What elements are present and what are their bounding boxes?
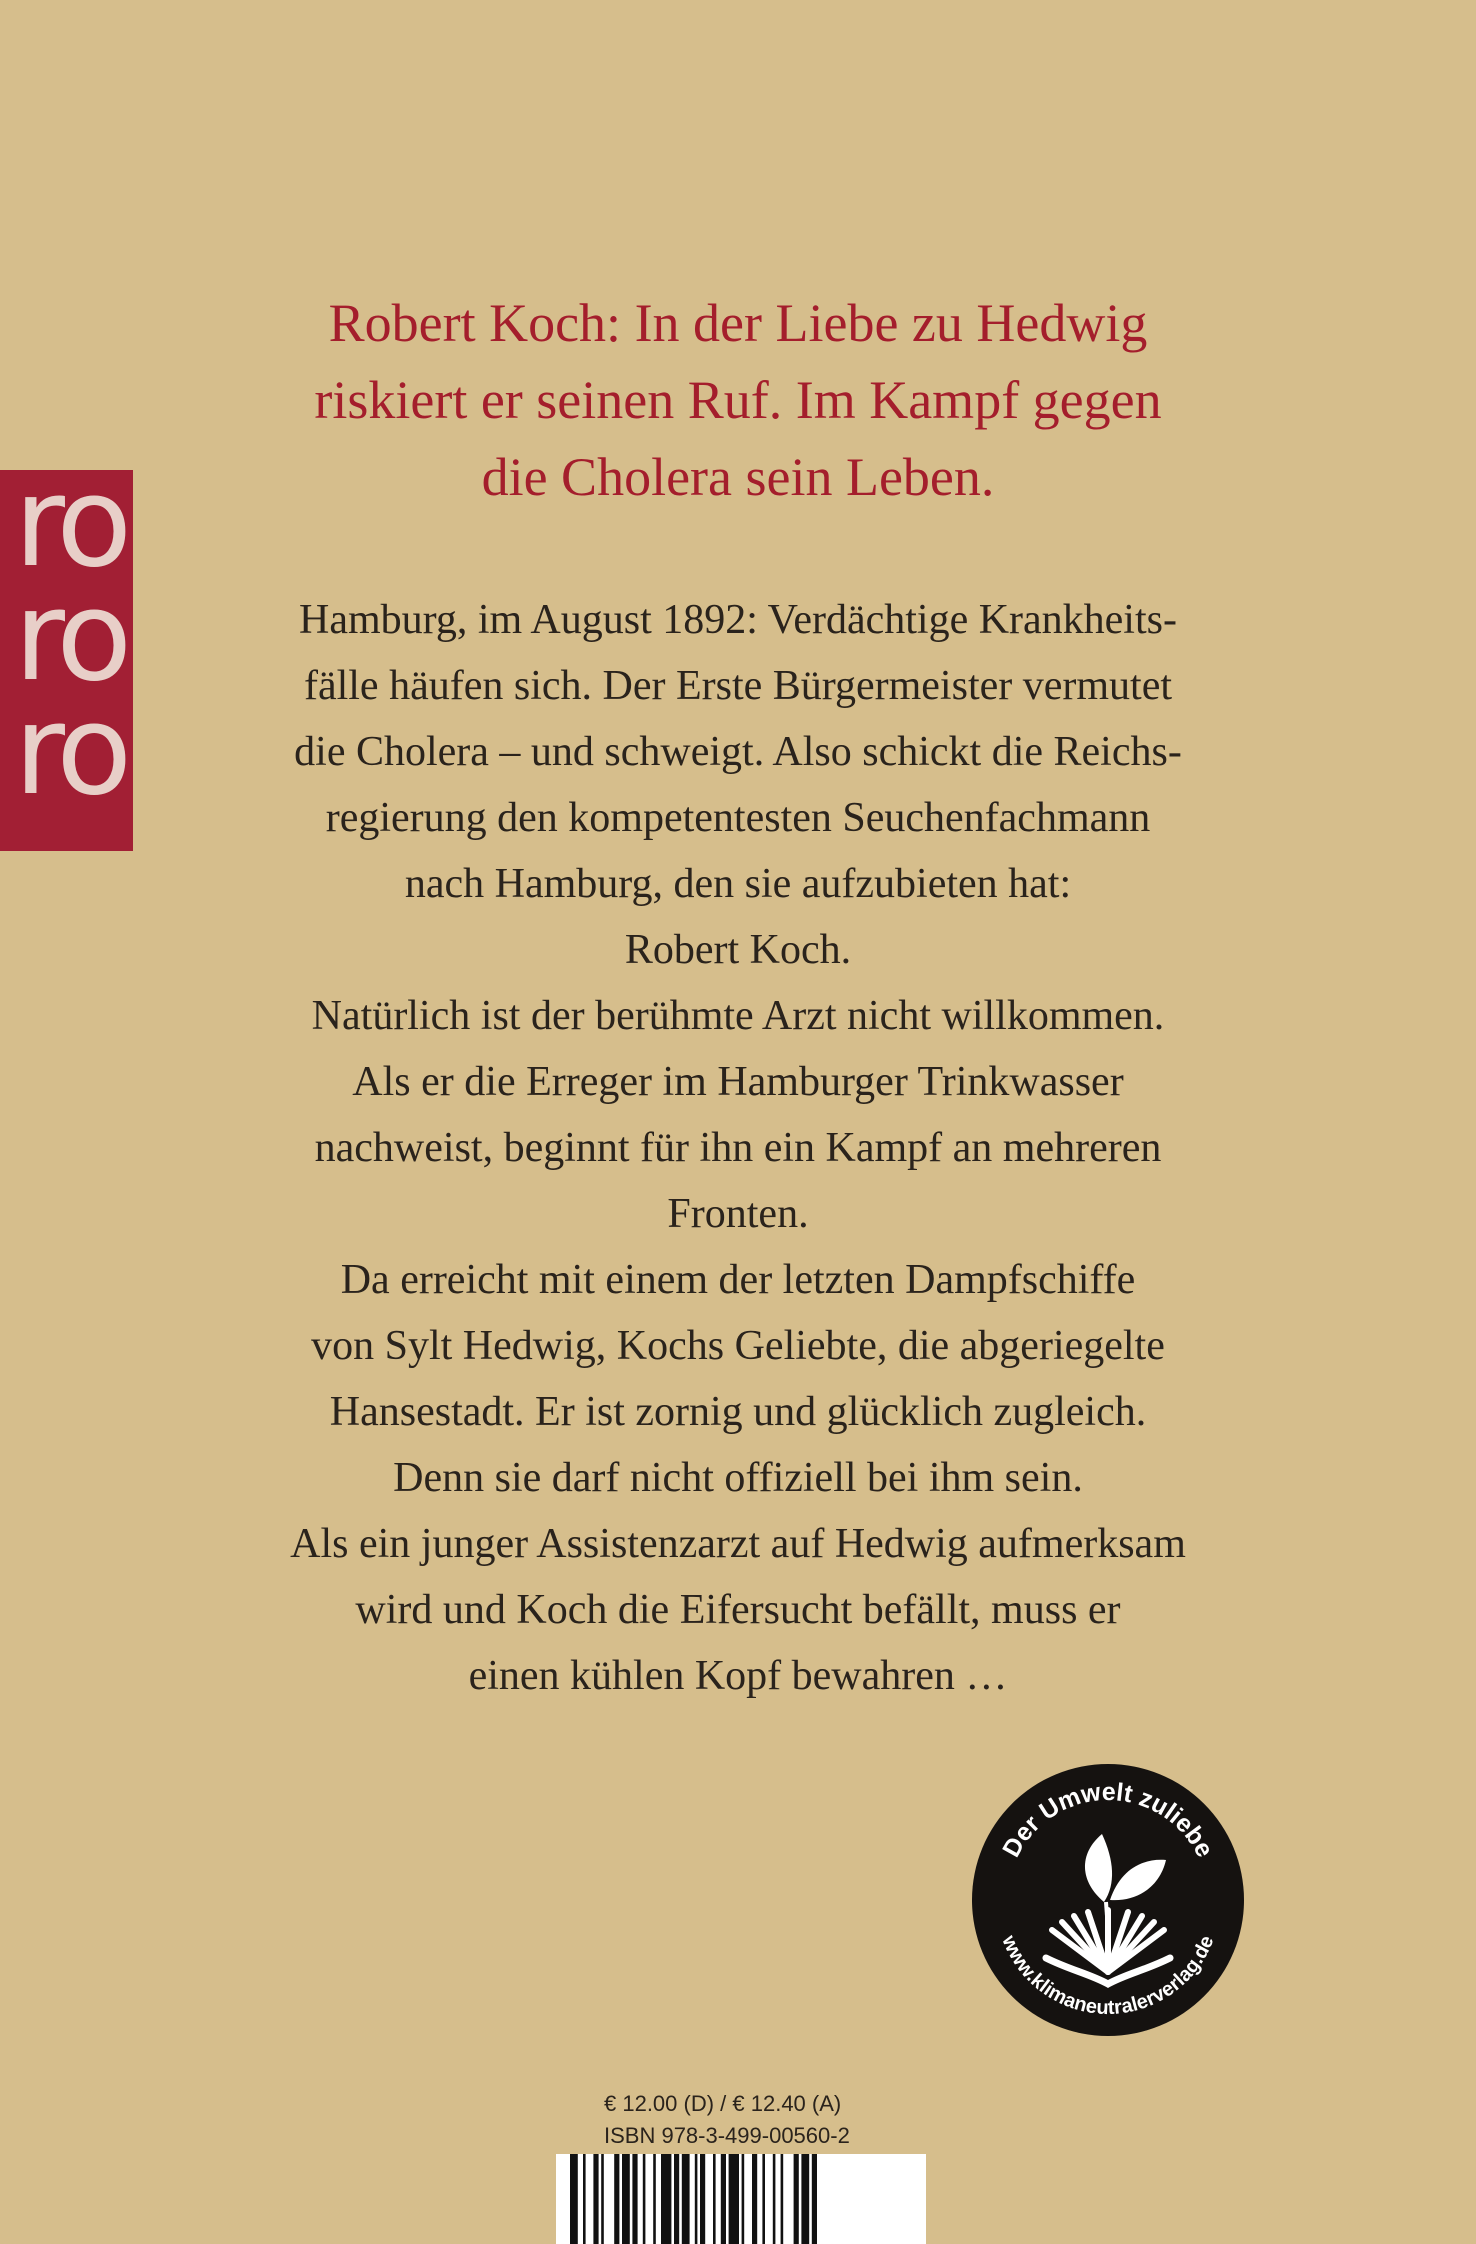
blurb-line: Hansestadt. Er ist zornig und glücklich zugleich. — [329, 1389, 1147, 1435]
badge-top-text: Der Umwelt zuliebe — [997, 1777, 1219, 1862]
barcode-bar — [794, 2154, 799, 2244]
barcode-bar — [570, 2154, 578, 2244]
barcode-bar — [721, 2154, 726, 2244]
barcode-bar — [695, 2154, 698, 2244]
blurb-line: fälle häufen sich. Der Erste Bürgermeister vermutet — [303, 663, 1173, 709]
barcode-bar — [762, 2154, 765, 2244]
barcode-bar — [801, 2154, 809, 2244]
barcode — [556, 2154, 926, 2244]
barcode-bar — [752, 2154, 757, 2244]
price-label: € 12.00 (D) / € 12.40 (A) — [604, 2091, 842, 2116]
barcode-bar — [700, 2154, 705, 2244]
blurb-line: von Sylt Hedwig, Kochs Geliebte, die abgeriegelte — [311, 1323, 1165, 1369]
logo-syllable: ro — [14, 679, 127, 823]
barcode-bar — [674, 2154, 679, 2244]
barcode-bar — [742, 2154, 745, 2244]
blurb-line: Natürlich ist der berühmte Arzt nicht willkommen. — [311, 993, 1165, 1039]
barcode-bar — [713, 2154, 716, 2244]
barcode-bar — [643, 2154, 646, 2244]
isbn-label: ISBN 978-3-499-00560-2 — [604, 2123, 850, 2148]
barcode-bar — [622, 2154, 630, 2244]
tagline-line: riskiert er seinen Ruf. Im Kampf gegen — [314, 370, 1162, 430]
blurb-line: Fronten. — [667, 1191, 809, 1237]
barcode-bar — [653, 2154, 656, 2244]
barcode-bar — [729, 2154, 739, 2244]
rororo-logo — [0, 470, 133, 851]
blurb-line: regierung den kompetentesten Seuchenfachmann — [325, 795, 1151, 841]
barcode-bar — [583, 2154, 586, 2244]
eco-badge — [970, 1762, 1246, 2038]
barcode-bar — [773, 2154, 776, 2244]
logo-syllable: ro — [14, 470, 127, 595]
blurb-text — [200, 587, 1276, 1709]
blurb-line: Robert Koch. — [624, 927, 852, 973]
barcode-bar — [812, 2154, 817, 2244]
blurb-line: Hamburg, im August 1892: Verdächtige Krankheits- — [299, 597, 1177, 643]
blurb-line: Denn sie darf nicht offiziell bei ihm sein. — [393, 1455, 1083, 1501]
barcode-bar — [632, 2154, 637, 2244]
barcode-bar — [661, 2154, 671, 2244]
blurb-line: Als er die Erreger im Hamburger Trinkwasser — [352, 1059, 1124, 1105]
blurb-line: Da erreicht mit einem der letzten Dampfschiffe — [340, 1257, 1136, 1303]
blurb-line: Als ein junger Assistenzarzt auf Hedwig aufmerksam — [290, 1521, 1186, 1567]
tagline-line: die Cholera sein Leben. — [481, 447, 995, 507]
blurb-line: nachweist, beginnt für ihn ein Kampf an mehreren — [314, 1125, 1162, 1171]
barcode-bar — [601, 2154, 604, 2244]
tagline — [180, 285, 1296, 516]
logo-syllable: ro — [14, 565, 127, 709]
barcode-bar — [593, 2154, 598, 2244]
barcode-bar — [614, 2154, 619, 2244]
barcode-bar — [781, 2154, 784, 2244]
tagline-line: Robert Koch: In der Liebe zu Hedwig — [328, 293, 1148, 353]
blurb-line: einen kühlen Kopf bewahren … — [468, 1653, 1008, 1699]
blurb-line: wird und Koch die Eifersucht befällt, muss er — [355, 1587, 1121, 1633]
barcode-bar — [682, 2154, 690, 2244]
blurb-line: die Cholera – und schweigt. Also schickt die Reichs- — [294, 729, 1182, 775]
blurb-line: nach Hamburg, den sie aufzubieten hat: — [404, 861, 1072, 907]
badge-bottom-text: www.klimaneutralerverlag.de — [997, 1932, 1219, 2020]
